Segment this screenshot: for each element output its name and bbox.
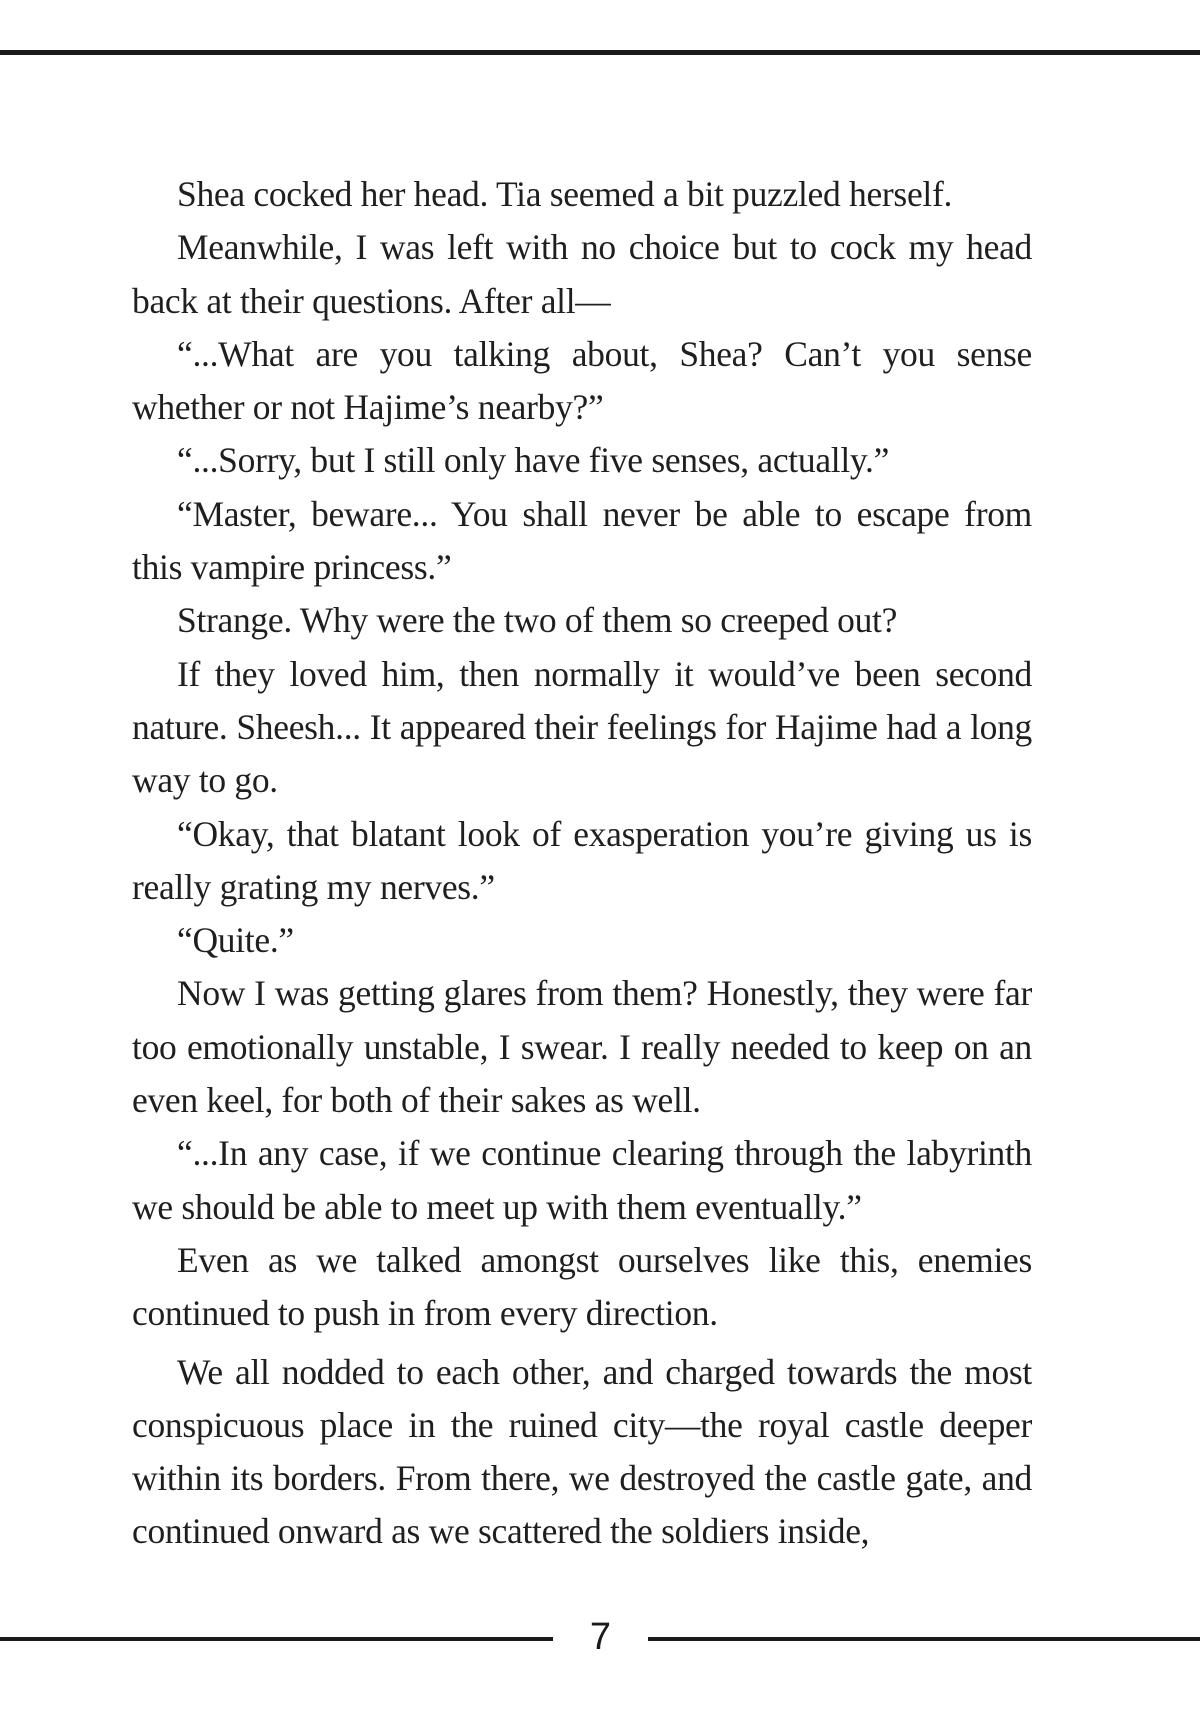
paragraph-10: Now I was getting glares from them? Honestly, they were far too emotionally unstable, I swear. I really needed to keep on an even keel, for both of their sakes as well. [132,973,1032,1121]
paragraph-1: Shea cocked her head. Tia seemed a bit puzzled herself. [177,174,953,214]
body-text [132,168,1032,1559]
paragraph-9: “Quite.” [177,920,294,961]
paragraph-8: “Okay, that blatant look of exasperation you’re giving us is really grating my nerves.” [132,813,1032,907]
paragraph-2: Meanwhile, I was left with no choice but to cock my head back at their questions. After all— [132,227,1032,321]
page-number: 7 [589,1616,612,1658]
paragraph-11: “...In any case, if we continue clearing through the labyrinth we should be able to meet up with them eventually.” [132,1133,1032,1227]
paragraph-7: If they loved him, then normally it would’ve been second nature. Sheesh... It appeared their feelings for Hajime had a long way to go. [132,653,1032,801]
footer-rule-right [648,1637,1200,1641]
paragraph-4: “...Sorry, but I still only have five senses, actually.” [177,440,890,481]
paragraph-6: Strange. Why were the two of them so creeped out? [177,600,898,641]
paragraph-3: “...What are you talking about, Shea? Can’t you sense whether or not Hajime’s nearby?” [132,333,1032,428]
paragraph-5: “Master, beware... You shall never be able to escape from this vampire princess.” [132,493,1032,588]
footer-rule-left [0,1637,553,1641]
paragraph-12: Even as we talked amongst ourselves like this, enemies continued to push in from every direction. [132,1239,1032,1334]
header-rule [0,50,1200,55]
paragraph-13: We all nodded to each other, and charged towards the most conspicuous place in the ruined city—the royal castle deeper within its borders. From there, we destroyed the castle gate, and continued onward as we scattered the soldiers inside, [132,1351,1032,1552]
